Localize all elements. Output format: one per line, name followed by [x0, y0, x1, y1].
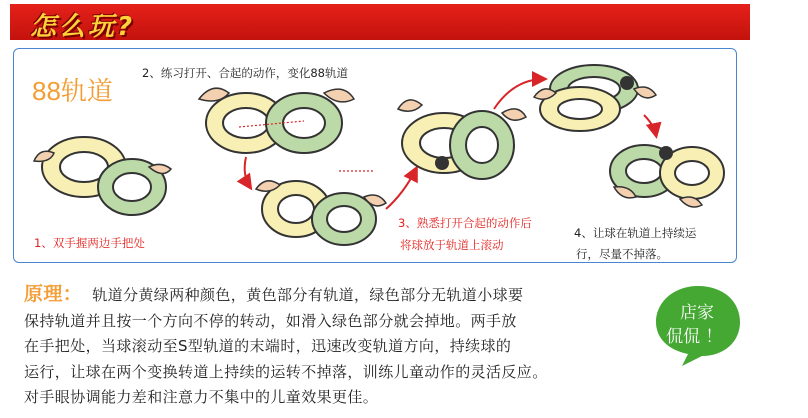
principle-line-4: 运行，让球在两个变换转道上持续的运转不掉落，训练儿童动作的灵活反应。	[24, 362, 548, 381]
step-2-text: 2、练习打开、合起的动作，变化88轨道	[142, 66, 348, 80]
step-4-text-line1: 4、让球在轨道上持续运	[574, 226, 697, 240]
principle-text-1: 轨道分黄绿两种颜色，黄色部分有轨道，绿色部分无轨道小球要	[92, 286, 524, 304]
principle-line-5: 对手眼协调能力差和注意力不集中的儿童效果更佳。	[24, 388, 379, 406]
shopkeeper-badge	[652, 282, 744, 368]
step-1-text: 1、双手握两边手把处	[34, 236, 145, 250]
ball	[435, 156, 449, 170]
figure-step-3	[398, 79, 544, 179]
track-88-title: 88轨道	[32, 76, 113, 106]
figure-step-2	[199, 88, 354, 187]
badge-line-1: 店家	[680, 303, 714, 323]
instruction-panel	[13, 48, 737, 263]
figure-step-1	[34, 137, 171, 215]
figure-step-2b	[256, 169, 416, 245]
principle-section	[24, 282, 664, 411]
step-4-text-line2: 行，尽量不掉落。	[576, 247, 668, 261]
header-banner	[10, 4, 750, 40]
principle-line-1	[24, 282, 664, 309]
header-title: 怎么玩?	[30, 12, 136, 42]
step-3-text-line2: 将球放于轨道上滚动	[400, 238, 504, 252]
badge-line-2: 侃侃 ！	[666, 327, 723, 347]
principle-label: 原理：	[24, 283, 83, 305]
principle-line-2: 保持轨道并且按一个方向不停的转动，如滑入绿色部分就会掉地。两手放	[24, 311, 517, 330]
figure-step-4a	[534, 65, 656, 135]
figure-step-4b	[610, 145, 724, 207]
principle-line-3: 在手把处，当球滚动至S型轨道的末端时，迅速改变轨道方向，持续球的	[24, 337, 512, 355]
step-3-text-line1: 3、熟悉打开合起的动作后	[398, 216, 532, 230]
